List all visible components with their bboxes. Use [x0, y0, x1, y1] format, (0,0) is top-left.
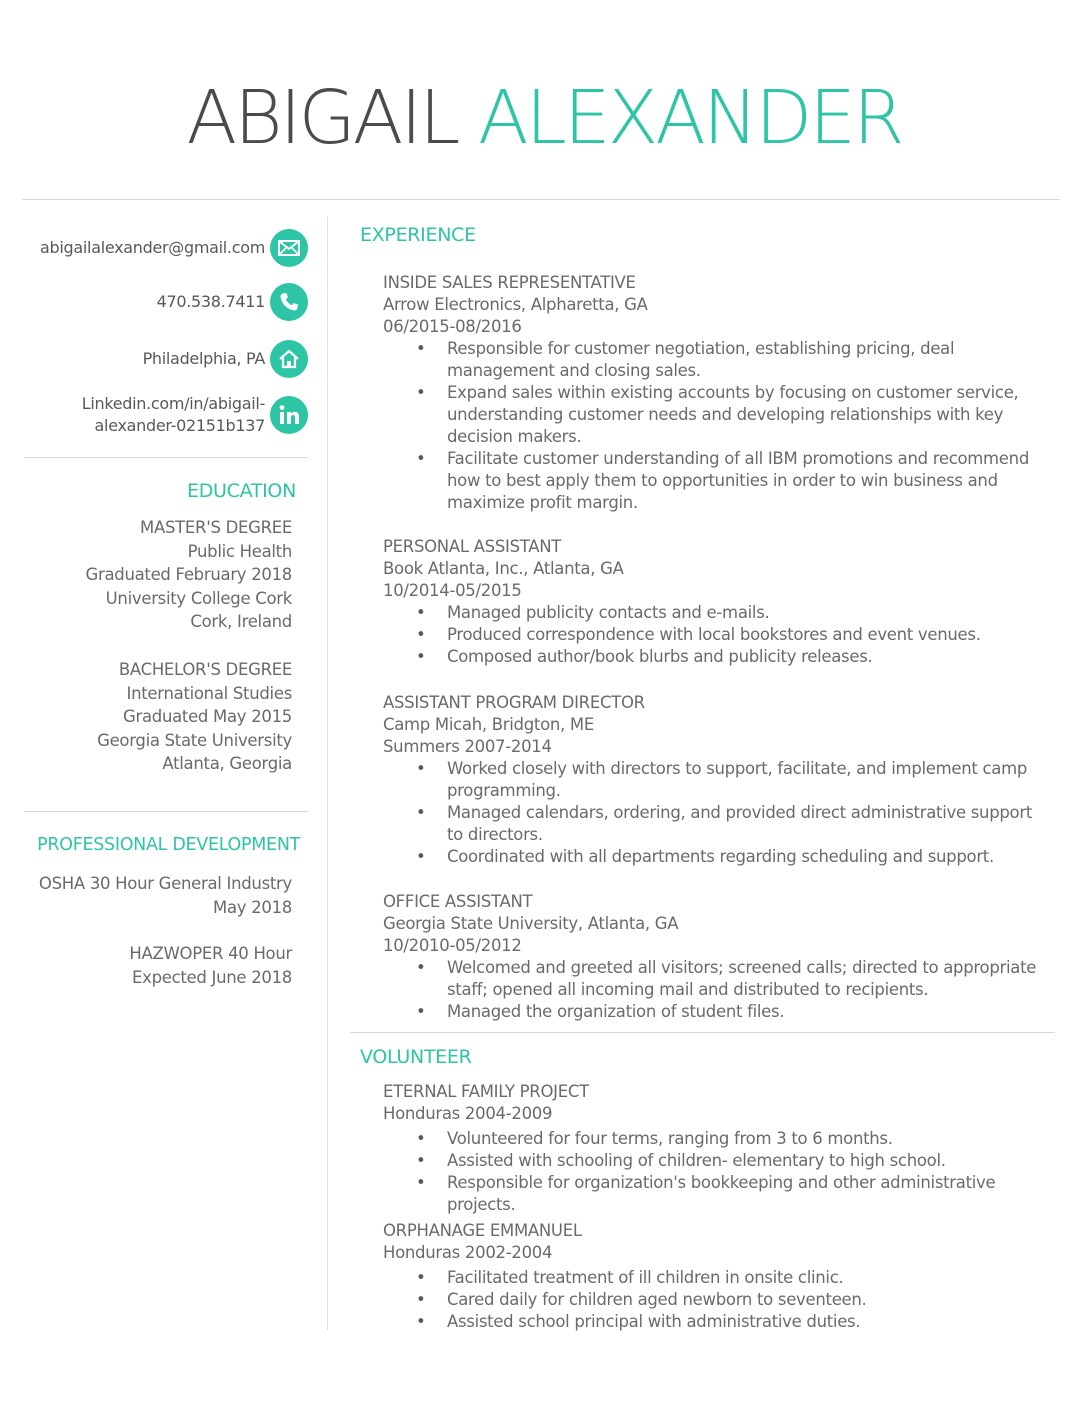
degree-name: MASTER'S DEGREE: [140, 518, 292, 537]
column-divider: [327, 216, 328, 1330]
job-office-assistant: [383, 891, 1043, 1023]
volunteer-role: ETERNAL FAMILY PROJECT: [383, 1082, 589, 1101]
list-item: • Responsible for organization's bookkeeping and other administrative projects.: [383, 1172, 1043, 1216]
job-bullets: [383, 602, 1043, 668]
volunteer-orphanage-emmanuel: [383, 1220, 1043, 1333]
contact-email[interactable]: [40, 229, 308, 267]
job-dates: 10/2010-05/2012: [383, 936, 522, 955]
email-text[interactable]: abigailalexander@gmail.com: [40, 238, 265, 257]
list-item: • Coordinated with all departments regarding scheduling and support.: [383, 846, 1043, 868]
linkedin-text[interactable]: [82, 393, 265, 437]
degree-field: Public Health: [187, 541, 292, 561]
list-item: • Managed the organization of student files.: [383, 1001, 1043, 1023]
pd-item-hazwoper: [129, 942, 292, 989]
contact-phone[interactable]: [157, 283, 308, 321]
volunteer-role: ORPHANAGE EMMANUEL: [383, 1221, 582, 1240]
list-item: • Assisted school principal with administrative duties.: [383, 1311, 1043, 1333]
job-personal-assistant: [383, 536, 1043, 668]
phone-text[interactable]: 470.538.7411: [156, 292, 265, 311]
last-name: ALEXANDER: [478, 75, 902, 161]
degree-school: University College Cork: [105, 588, 292, 608]
left-divider-2: [24, 811, 308, 812]
first-name: ABIGAIL: [186, 75, 458, 161]
linkedin-line-1: Linkedin.com/in/abigail-: [81, 394, 265, 413]
job-dates: 06/2015-08/2016: [383, 317, 522, 336]
linkedin-line-2: alexander-02151b137: [94, 416, 265, 435]
linkedin-icon: [270, 396, 308, 434]
header-divider: [22, 199, 1060, 200]
experience-divider: [350, 1032, 1055, 1033]
list-item: • Assisted with schooling of children- elementary to high school.: [383, 1150, 1043, 1172]
volunteer-bullets: [383, 1128, 1043, 1216]
education-bachelors: [97, 658, 292, 776]
job-role: ASSISTANT PROGRAM DIRECTOR: [383, 693, 645, 712]
job-role: PERSONAL ASSISTANT: [383, 537, 562, 556]
pd-name: HAZWOPER 40 Hour: [129, 944, 292, 963]
volunteer-title: VOLUNTEER: [360, 1046, 472, 1068]
job-company: Georgia State University, Atlanta, GA: [383, 914, 679, 933]
list-item: • Volunteered for four terms, ranging from 3 to 6 months.: [383, 1128, 1043, 1150]
degree-place: Atlanta, Georgia: [162, 754, 292, 773]
location-text: Philadelphia, PA: [142, 349, 265, 368]
volunteer-eternal-family: [383, 1081, 1043, 1216]
pd-item-osha: [39, 872, 292, 919]
list-item: • Responsible for customer negotiation, establishing pricing, deal management and closing sales.: [383, 338, 1043, 382]
pd-date: May 2018: [213, 897, 292, 917]
list-item: • Welcomed and greeted all visitors; screened calls; directed to appropriate staff; opened all incoming mail and distributed to recipients.: [383, 957, 1043, 1001]
pd-date: Expected June 2018: [132, 967, 292, 987]
candidate-name: [0, 70, 1088, 166]
list-item: • Facilitated treatment of ill children in onsite clinic.: [383, 1267, 1043, 1289]
degree-name: BACHELOR'S DEGREE: [118, 660, 292, 679]
job-role: INSIDE SALES REPRESENTATIVE: [383, 273, 636, 292]
job-bullets: [383, 957, 1043, 1023]
list-item: • Worked closely with directors to support, facilitate, and implement camp programming.: [383, 758, 1043, 802]
left-divider-1: [24, 457, 308, 458]
degree-school: Georgia State University: [97, 730, 292, 750]
experience-title: EXPERIENCE: [360, 224, 476, 246]
list-item: • Managed publicity contacts and e-mails.: [383, 602, 1043, 624]
list-item: • Produced correspondence with local bookstores and event venues.: [383, 624, 1043, 646]
job-company: Book Atlanta, Inc., Atlanta, GA: [383, 559, 624, 578]
job-assistant-program-director: [383, 692, 1043, 868]
envelope-icon: [270, 229, 308, 267]
education-masters: [85, 516, 292, 634]
list-item: • Managed calendars, ordering, and provided direct administrative support to directors.: [383, 802, 1043, 846]
degree-field: International Studies: [126, 683, 292, 703]
job-bullets: [383, 338, 1043, 514]
volunteer-place-dates: Honduras 2004-2009: [383, 1104, 553, 1123]
job-company: Arrow Electronics, Alpharetta, GA: [383, 295, 648, 314]
degree-date: Graduated February 2018: [85, 565, 292, 584]
phone-icon: [270, 283, 308, 321]
job-dates: Summers 2007-2014: [383, 737, 552, 756]
degree-place: Cork, Ireland: [190, 612, 292, 631]
list-item: • Facilitate customer understanding of all IBM promotions and recommend how to best apply them to opportunities in order to win business and maximize profit margin.: [383, 448, 1043, 514]
professional-development-title: PROFESSIONAL DEVELOPMENT: [37, 835, 300, 855]
job-inside-sales: [383, 272, 1043, 514]
pd-name: OSHA 30 Hour General Industry: [38, 874, 292, 893]
education-title: EDUCATION: [186, 480, 296, 502]
list-item: • Cared daily for children aged newborn to seventeen.: [383, 1289, 1043, 1311]
job-company: Camp Micah, Bridgton, ME: [383, 715, 594, 734]
home-icon: [270, 340, 308, 378]
list-item: • Composed author/book blurbs and publicity releases.: [383, 646, 1043, 668]
contact-location: [143, 340, 308, 378]
job-dates: 10/2014-05/2015: [383, 581, 522, 600]
volunteer-place-dates: Honduras 2002-2004: [383, 1243, 553, 1262]
volunteer-bullets: [383, 1267, 1043, 1333]
list-item: • Expand sales within existing accounts by focusing on customer service, understanding customer needs and developing relationships with key decision makers.: [383, 382, 1043, 448]
contact-linkedin[interactable]: [82, 393, 308, 437]
job-role: OFFICE ASSISTANT: [383, 892, 533, 911]
degree-date: Graduated May 2015: [122, 707, 292, 726]
job-bullets: [383, 758, 1043, 868]
